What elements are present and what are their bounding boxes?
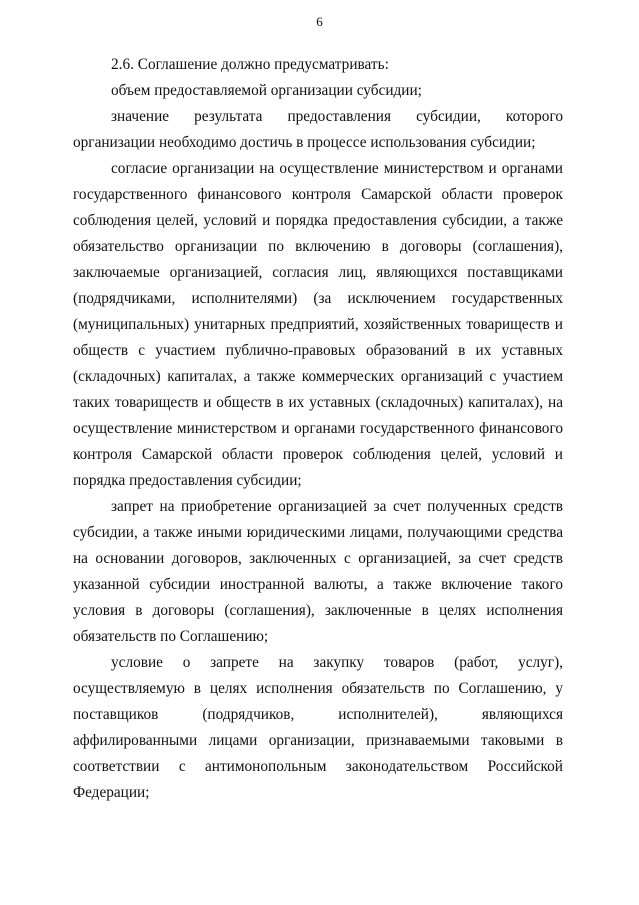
paragraph-consent-inspections: согласие организации на осуществление министерством и органами государственного финансового контроля Самарской области проверок соблюдения целей, условий и порядка предоставления субсидии, а также обязательство организации по включению в договоры (соглашения), заключаемые организацией, согласия лиц, являющихся поставщиками (подрядчиками, исполнителями) (за исключением государственных (муниципальных) унитарных предприятий, хозяйственных товариществ и обществ с участием публично-правовых образований в их уставных (складочных) капиталах, а также коммерческих организаций с участием таких товариществ и обществ в их уставных (складочных) капиталах), на осуществление министерством и органами государственного финансового контроля Самарской области проверок соблюдения целей, условий и порядка предоставления субсидии; (73, 160, 563, 489)
paragraph-subsidy-amount: объем предоставляемой организации субсидии; (111, 82, 422, 99)
paragraph-result-value: значение результата предоставления субсидии, которого организации необходимо достичь в процессе использования субсидии; (73, 108, 563, 151)
paragraph-section-heading: 2.6. Соглашение должно предусматривать: (111, 56, 389, 73)
paragraph-currency-ban: запрет на приобретение организацией за счет полученных средств субсидии, а также иными юридическими лицами, получающими средства на основании договоров, заключенных с организацией, за счет средств указанной субсидии иностранной валюты, а также включение такого условия в договоры (соглашения), заключенные в целях исполнения обязательств по Соглашению; (73, 498, 563, 645)
paragraph-affiliated-purchase-ban: условие о запрете на закупку товаров (работ, услуг), осуществляемую в целях исполнения обязательств по Соглашению, у поставщиков (подрядчиков, исполнителей), являющихся аффилированными лицами организации, признаваемыми таковыми в соответствии с антимонопольным законодательством Российской Федерации; (73, 654, 563, 801)
document-body (73, 52, 563, 806)
page-number: 6 (316, 14, 323, 29)
